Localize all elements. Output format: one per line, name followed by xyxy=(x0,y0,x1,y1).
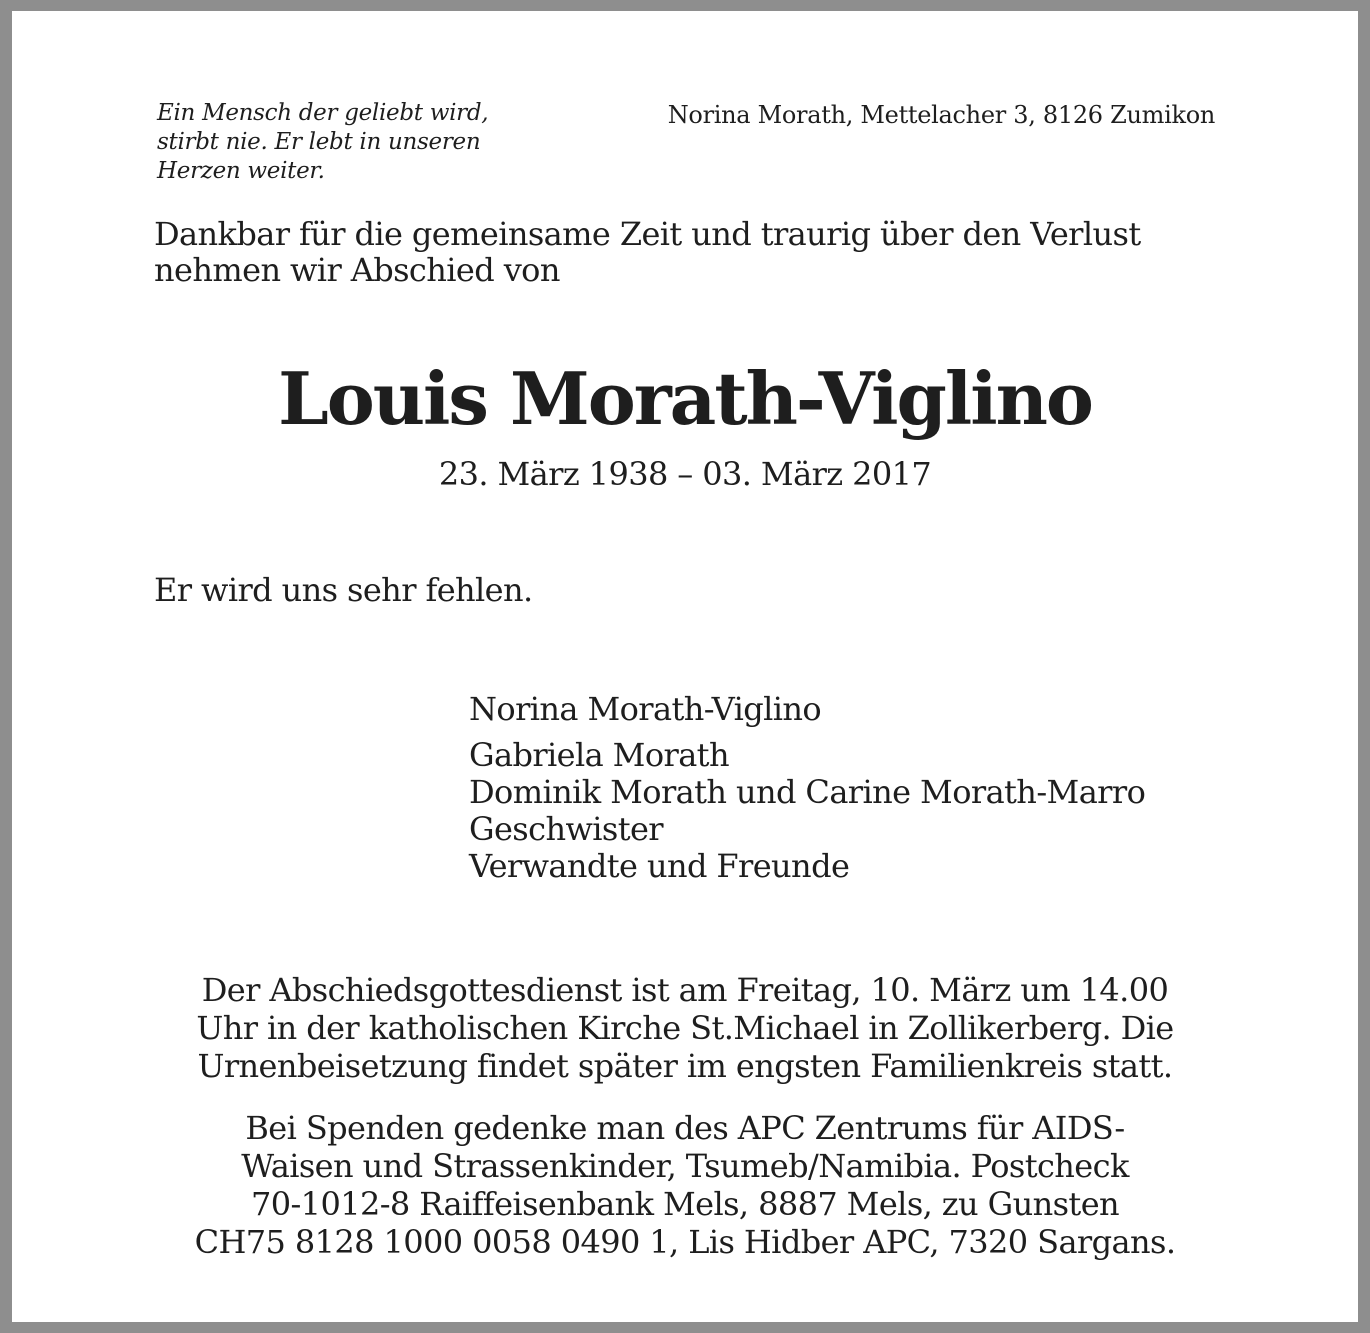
motto-quote xyxy=(157,99,488,186)
mourners-list xyxy=(469,691,1145,885)
intro-line: Dankbar für die gemeinsame Zeit und traurig über den Verlust xyxy=(154,215,1141,253)
intro-line: nehmen wir Abschied von xyxy=(154,251,560,289)
mourner-item: Geschwister xyxy=(469,810,663,848)
donation-line: Waisen und Strassenkinder, Tsumeb/Namibia. Postcheck xyxy=(241,1147,1129,1185)
donation-line: 70-1012-8 Raiffeisenbank Mels, 8887 Mels, zu Gunsten xyxy=(250,1185,1120,1223)
deceased-name: Louis Morath-Viglino xyxy=(278,356,1092,441)
obituary-notice xyxy=(12,11,1358,1322)
life-dates: 23. März 1938 – 03. März 2017 xyxy=(438,455,932,493)
service-info xyxy=(12,971,1358,1085)
service-line: Uhr in der katholischen Kirche St.Michael in Zollikerberg. Die xyxy=(196,1009,1174,1047)
donation-line: Bei Spenden gedenke man des APC Zentrums für AIDS- xyxy=(245,1109,1125,1147)
missed-text: Er wird uns sehr fehlen. xyxy=(154,571,533,609)
service-line: Urnenbeisetzung findet später im engsten Familienkreis statt. xyxy=(197,1047,1173,1085)
mourner-item: Verwandte und Freunde xyxy=(469,847,850,885)
motto-line: stirbt nie. Er lebt in unseren xyxy=(157,129,481,155)
mourner-spouse: Norina Morath-Viglino xyxy=(469,690,822,728)
mourner-item: Dominik Morath und Carine Morath-Marro xyxy=(469,773,1146,811)
service-line: Der Abschiedsgottesdienst ist am Freitag, 10. März um 14.00 xyxy=(201,971,1169,1009)
donation-line: CH75 8128 1000 0058 0490 1, Lis Hidber APC, 7320 Sargans. xyxy=(194,1223,1176,1261)
motto-line: Herzen weiter. xyxy=(157,158,325,184)
contact-address: Norina Morath, Mettelacher 3, 8126 Zumikon xyxy=(667,101,1215,129)
motto-line: Ein Mensch der geliebt wird, xyxy=(157,100,489,126)
intro-text xyxy=(154,216,1141,288)
mourners-others xyxy=(469,737,1145,885)
mourner-item: Gabriela Morath xyxy=(469,736,729,774)
donation-info xyxy=(12,1109,1358,1261)
